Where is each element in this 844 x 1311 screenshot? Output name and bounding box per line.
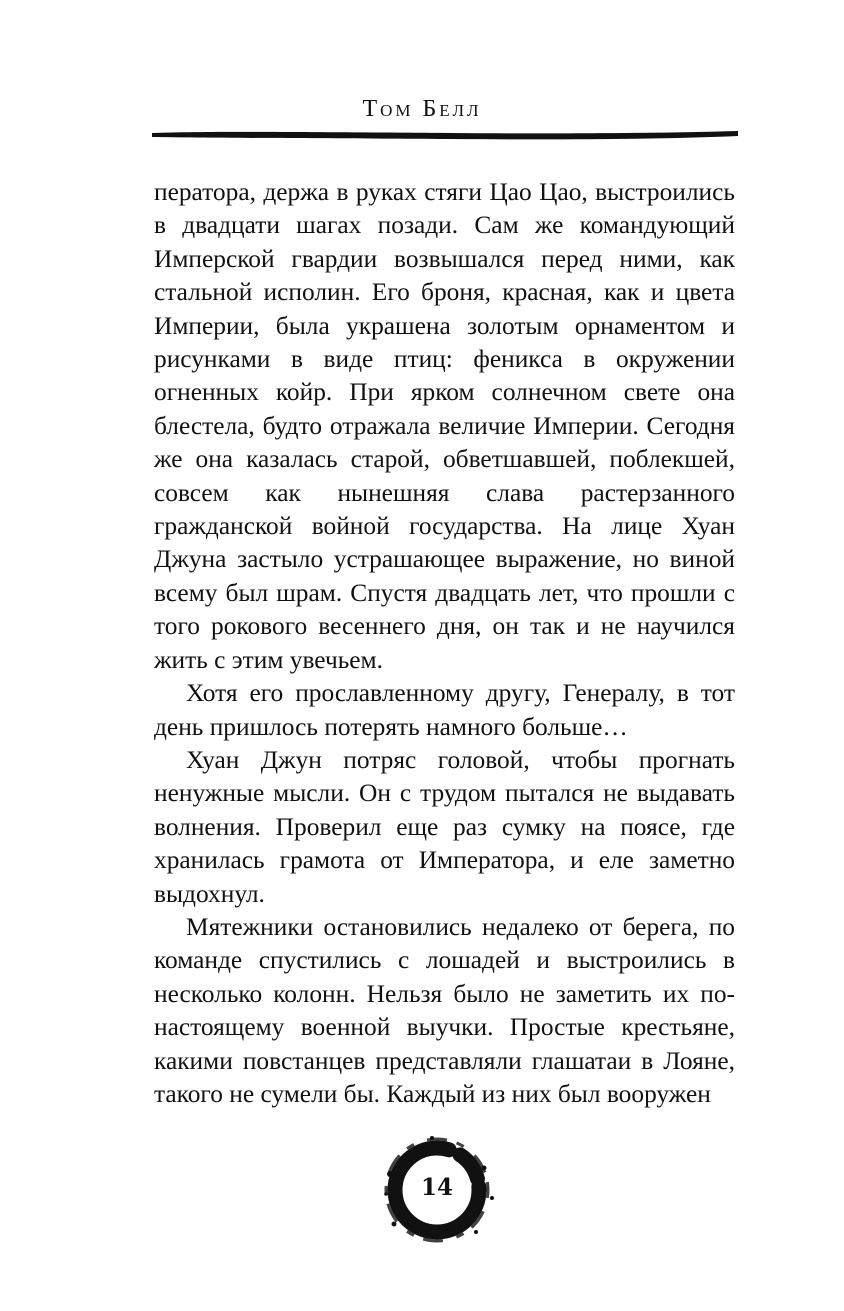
paragraph-continued: ператора, держа в руках стяги Цао Цао, выстроились в двадцати шагах позади. Сам же командующий Имперской гвардии возвышался перед ними, как стальной исполин. Его броня, красная, как и цвета Империи, была украшена золотым орнаментом и рисунками в виде птиц: феникса в окружении огненных койр. При ярком солнечном свете она блестела, будто отражала величие Империи. Сегодня же она казалась старой, обветшавшей, поблекшей, совсем как нынешняя слава растерзанного гражданской войной государства. На лице Хуан Джуна застыло устрашающее выражение, но виной всему был шрам. Спустя двадцать лет, что прошли с того рокового весеннего дня, он так и не научился жить с этим увечьем. [154,178,735,674]
paragraph: Мятежники остановились недалеко от берега, по команде спустились с лошадей и выстроились в несколько колонн. Нельзя было не заметить их по-настоящему военной выучки. Простые крестьяне, какими повстанцев представляли глашатаи в Лояне, такого не сумели бы. Каждый из них был вооружен [154,912,735,1108]
page-number-ornament [372,1128,502,1258]
paragraph: Хотя его прославленному другу, Генералу, в тот день пришлось потерять намного больше… [154,679,735,741]
running-head-author: Том Белл [362,96,482,122]
page-number: 14 [420,1174,453,1201]
paragraph: Хуан Джун потряс головой, чтобы прогнать ненужные мысли. Он с трудом пытался не выдавать волнения. Проверил еще раз сумку на поясе, где хранилась грамота от Императора, и еле заметно выдохнул. [154,745,735,908]
body-text [154,176,735,1111]
header-brush-rule [150,128,740,142]
